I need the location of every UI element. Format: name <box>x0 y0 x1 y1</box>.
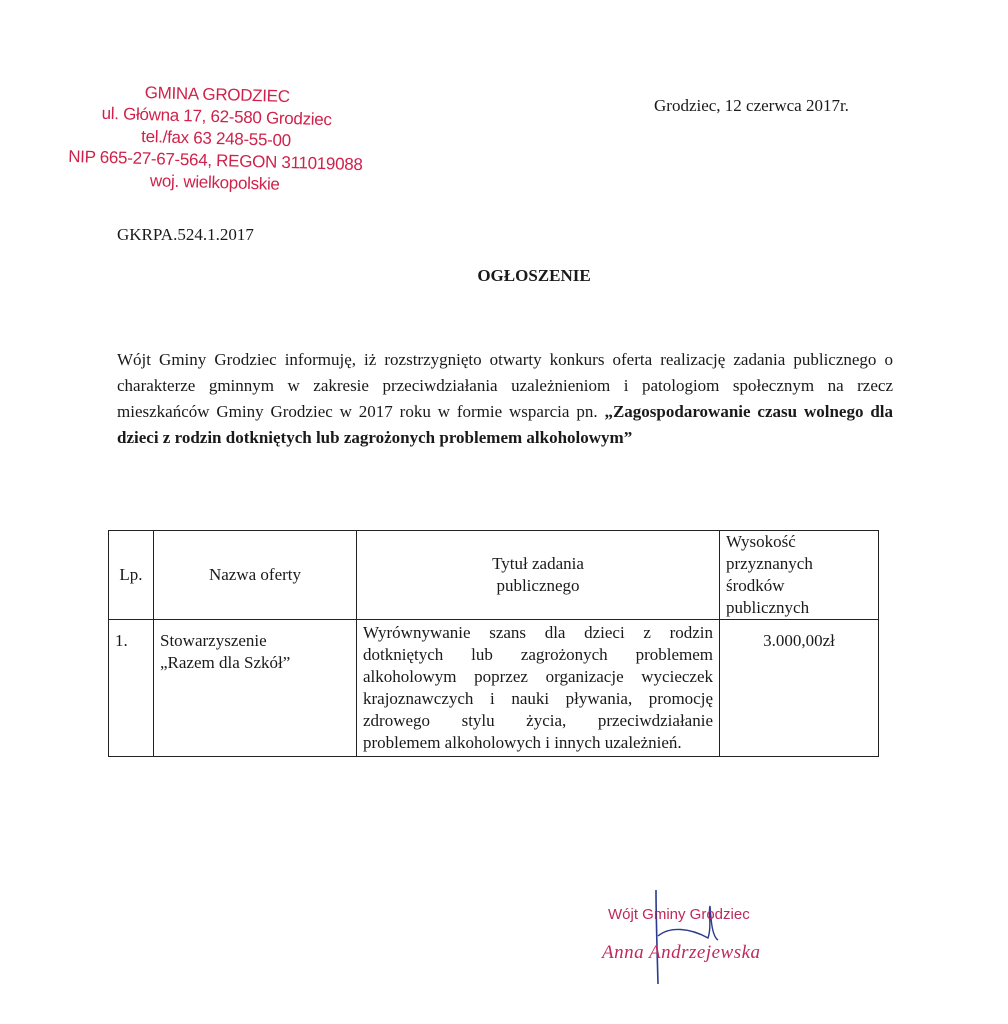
header-line: Wysokość <box>726 532 796 551</box>
handwritten-signature-icon <box>590 886 790 986</box>
announcement-body <box>117 347 893 451</box>
task-title-line: dotkniętych lub zagrożonych problemem <box>363 645 713 664</box>
task-name: „Zagospodarowanie czasu wolnego dla dzieci z rodzin dotkniętych lub zagrożonych problemem alkoholowym” <box>117 402 894 447</box>
stamp-line: ul. Główna 17, 62-580 Grodziec <box>101 103 332 130</box>
signature-block <box>590 886 790 986</box>
table-header-row <box>109 531 879 620</box>
header-lp: Lp. <box>109 531 154 620</box>
stamp-line: tel./fax 63 248-55-00 <box>140 126 292 151</box>
row-lp: 1. <box>109 620 154 757</box>
offer-name-line: Stowarzyszenie <box>160 631 267 650</box>
header-line: środków <box>726 576 785 595</box>
signatory-name: Anna Andrzejewska <box>602 942 761 963</box>
place-and-date: Grodziec, 12 czerwca 2017r. <box>654 96 849 115</box>
results-table <box>108 530 879 757</box>
task-title-line: alkoholowym poprzez organizacje wycieczek <box>363 667 713 686</box>
task-title-line: krajoznawczych i nauki pływania, promocję <box>363 689 713 708</box>
document-title: OGŁOSZENIE <box>477 266 591 285</box>
stamp-line: NIP 665-27-67-564, REGON 311019088 <box>67 146 363 175</box>
task-title-line: zdrowego stylu życia, przeciwdziałanie <box>363 711 713 730</box>
announcement-intro: Wójt Gminy Grodziec informuję, iż rozstrzygnięto otwarty konkurs oferta realizację zadania publicznego o charakterze gminnym w zakresie przeciwdziałania uzależnieniom i patologiom społecznym na rzecz mieszkańców Gminy Grodziec w 2017 roku w formie wsparcia pn. <box>117 350 893 421</box>
header-line: Tytuł zadania <box>492 554 584 573</box>
header-line: publicznych <box>726 598 810 617</box>
header-line: przyznanych <box>726 554 813 573</box>
signatory-role: Wójt Gminy Grodziec <box>608 906 750 923</box>
row-task-title <box>357 620 720 757</box>
header-line: publicznego <box>496 576 580 595</box>
task-title-line: problemem alkoholowych i innych uzależnień. <box>363 733 682 752</box>
table-row <box>109 620 879 757</box>
header-offer-name: Nazwa oferty <box>154 531 357 620</box>
stamp-line: woj. wielkopolskie <box>149 171 280 194</box>
row-amount: 3.000,00zł <box>720 620 879 757</box>
header-amount <box>720 531 879 620</box>
reference-number: GKRPA.524.1.2017 <box>117 225 254 244</box>
municipality-stamp <box>65 80 368 198</box>
task-title-line: Wyrównywanie szans dla dzieci z rodzin <box>363 623 713 642</box>
stamp-line: GMINA GRODZIEC <box>144 82 290 107</box>
row-offer-name <box>154 620 357 757</box>
offer-name-line: „Razem dla Szkół” <box>160 653 291 672</box>
header-task-title <box>357 531 720 620</box>
